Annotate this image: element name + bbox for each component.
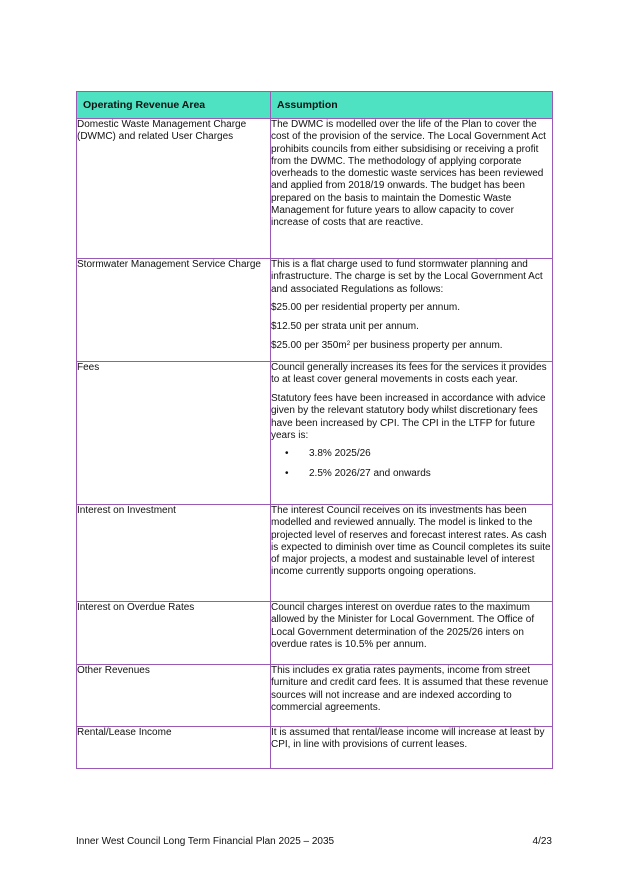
revenue-area-cell xyxy=(77,727,271,769)
squared-superscript: 2 xyxy=(346,339,351,347)
revenue-area-label: Domestic Waste Management Charge (DWMC) and related User Charges xyxy=(77,119,247,143)
operating-revenue-table xyxy=(76,91,553,769)
table-header-row xyxy=(77,92,553,119)
assumption-cell xyxy=(271,602,553,665)
footer-page-number: 4/23 xyxy=(532,836,552,847)
assumption-text: $12.50 per strata unit per annum. xyxy=(271,321,419,333)
assumption-cell xyxy=(271,259,553,362)
revenue-area-cell xyxy=(77,665,271,727)
revenue-area-cell xyxy=(77,602,271,665)
table-row xyxy=(77,259,553,362)
revenue-area-cell xyxy=(77,362,271,505)
assumption-text: The interest Council receives on its investments has been modelled and reviewed annually. The model is linked to the projected level of reserves and forecast interest rates. As cash is expected to diminish over time as Council completes its suite of major projects, a modest and sustainable level of interest income currently supports ongoing operations. xyxy=(271,505,551,578)
table-row xyxy=(77,602,553,665)
assumption-text: It is assumed that rental/lease income will increase at least by CPI, in line with provisions of current leases. xyxy=(271,727,545,751)
assumption-cell xyxy=(271,727,553,769)
cpi-bullet-list xyxy=(271,448,552,480)
assumption-text: This includes ex gratia rates payments, income from street furniture and credit card fees. It is assumed that these revenue sources will not increase and are indexed according to commercial agreements. xyxy=(271,665,549,713)
table-row xyxy=(77,727,553,769)
revenue-area-label: Interest on Investment xyxy=(77,505,176,516)
assumption-text: The DWMC is modelled over the life of the Plan to cover the cost of the provision of the service. The Local Government Act prohibits councils from either subsidising or receiving a profit from the DWMC. The methodology of applying corporate overheads to the domestic waste services has been reviewed and applied from 2018/19 onwards. The budget has been prepared on the basis to maintain the Domestic Waste Management for future years to allow capacity to cover increase of costs that are reactive. xyxy=(271,119,546,229)
revenue-area-cell xyxy=(77,119,271,259)
assumption-text: This is a flat charge used to fund stormwater planning and infrastructure. The charge is set by the Local Government Act and associated Regulations as follows: xyxy=(271,259,543,295)
assumption-text: Council generally increases its fees for the services it provides to at least cover general movements in costs each year. xyxy=(271,362,547,386)
footer-document-title: Inner West Council Long Term Financial Plan 2025 – 2035 xyxy=(76,836,335,847)
rate-prefix: $25.00 per 350m xyxy=(271,339,347,351)
assumption-text: Council charges interest on overdue rates to the maximum allowed by the Minister for Local Government. The Office of Local Government determination of the 2025/26 inters on overdue rates is 10.5% per annum. xyxy=(271,602,535,650)
assumption-cell xyxy=(271,505,553,602)
assumption-text: Statutory fees have been increased in accordance with advice given by the relevant statutory body whilst discretionary fees have been increased by CPI. The CPI in the LTFP for future years is: xyxy=(271,393,546,441)
table-row xyxy=(77,505,553,602)
list-item: • 3.8% 2025/26 xyxy=(271,448,552,460)
table-row xyxy=(77,119,553,259)
table-row xyxy=(77,362,553,505)
assumption-text: $25.00 per residential property per annum. xyxy=(271,302,461,314)
assumption-text-business-rate xyxy=(271,340,552,352)
table-row xyxy=(77,665,553,727)
header-operating-revenue-area: Operating Revenue Area xyxy=(77,92,271,119)
assumption-cell xyxy=(271,119,553,259)
revenue-area-cell xyxy=(77,505,271,602)
page-footer xyxy=(76,836,552,847)
revenue-area-label: Interest on Overdue Rates xyxy=(77,602,195,613)
list-item: • 2.5% 2026/27 and onwards xyxy=(271,468,552,480)
assumption-cell xyxy=(271,665,553,727)
revenue-area-label: Rental/Lease Income xyxy=(77,727,172,738)
revenue-area-label: Fees xyxy=(77,362,100,373)
revenue-area-label: Other Revenues xyxy=(77,665,150,676)
revenue-area-cell xyxy=(77,259,271,362)
rate-suffix: per business property per annum. xyxy=(350,339,503,351)
assumption-cell xyxy=(271,362,553,505)
revenue-area-label: Stormwater Management Service Charge xyxy=(77,259,261,270)
header-assumption: Assumption xyxy=(271,92,553,119)
